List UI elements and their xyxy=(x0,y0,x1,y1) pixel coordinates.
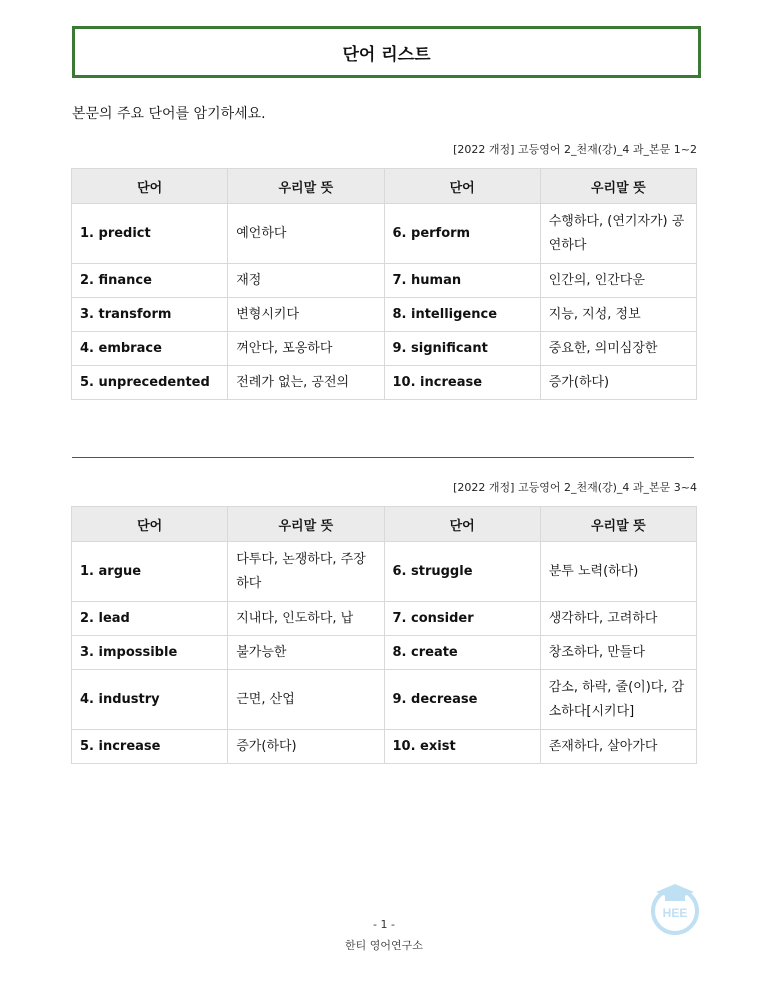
meaning-cell: 변형시키다 xyxy=(228,298,384,332)
word-cell: 1. predict xyxy=(72,204,228,264)
table-row xyxy=(72,298,697,332)
word-cell: 10. exist xyxy=(384,730,540,764)
meaning-cell: 생각하다, 고려하다 xyxy=(540,602,696,636)
header-meaning: 우리말 뜻 xyxy=(540,169,696,204)
meaning-cell: 수행하다, (연기자가) 공연하다 xyxy=(540,204,696,264)
meaning-cell: 재정 xyxy=(228,264,384,298)
meaning-cell: 근면, 산업 xyxy=(228,670,384,730)
table-header-row xyxy=(72,169,697,204)
meaning-cell: 창조하다, 만들다 xyxy=(540,636,696,670)
page-number: - 1 - xyxy=(373,918,395,931)
meaning-cell: 분투 노력(하다) xyxy=(540,542,696,602)
meaning-cell: 예언하다 xyxy=(228,204,384,264)
word-cell: 6. perform xyxy=(384,204,540,264)
meaning-cell: 지능, 지성, 정보 xyxy=(540,298,696,332)
meaning-cell: 불가능한 xyxy=(228,636,384,670)
header-meaning: 우리말 뜻 xyxy=(228,169,384,204)
table-row xyxy=(72,332,697,366)
header-word: 단어 xyxy=(72,507,228,542)
word-cell: 9. significant xyxy=(384,332,540,366)
logo-text: HEE xyxy=(662,906,688,920)
word-cell: 9. decrease xyxy=(384,670,540,730)
word-cell: 5. unprecedented xyxy=(72,366,228,400)
table-row xyxy=(72,204,697,264)
table-header-row xyxy=(72,507,697,542)
word-cell: 4. embrace xyxy=(72,332,228,366)
meaning-cell: 다투다, 논쟁하다, 주장하다 xyxy=(228,542,384,602)
header-word: 단어 xyxy=(384,169,540,204)
meaning-cell: 전례가 없는, 공전의 xyxy=(228,366,384,400)
word-cell: 4. industry xyxy=(72,670,228,730)
meaning-cell: 중요한, 의미심장한 xyxy=(540,332,696,366)
table-row xyxy=(72,636,697,670)
table-row xyxy=(72,264,697,298)
word-cell: 8. create xyxy=(384,636,540,670)
source-label-1: [2022 개정] 고등영어 2_천재(강)_4 과_본문 1~2 xyxy=(453,143,697,156)
word-cell: 5. increase xyxy=(72,730,228,764)
word-cell: 7. human xyxy=(384,264,540,298)
table-row xyxy=(72,602,697,636)
header-meaning: 우리말 뜻 xyxy=(228,507,384,542)
meaning-cell: 증가(하다) xyxy=(540,366,696,400)
instruction-text: 본문의 주요 단어를 암기하세요. xyxy=(72,106,266,122)
word-cell: 3. transform xyxy=(72,298,228,332)
source-label-2: [2022 개정] 고등영어 2_천재(강)_4 과_본문 3~4 xyxy=(453,481,697,494)
word-cell: 2. finance xyxy=(72,264,228,298)
section-divider xyxy=(72,457,694,458)
table-row xyxy=(72,542,697,602)
meaning-cell: 감소, 하락, 줄(이)다, 감소하다[시키다] xyxy=(540,670,696,730)
meaning-cell: 껴안다, 포옹하다 xyxy=(228,332,384,366)
footer-text: 한티 영어연구소 xyxy=(345,939,423,952)
header-meaning: 우리말 뜻 xyxy=(540,507,696,542)
header-word: 단어 xyxy=(72,169,228,204)
word-cell: 8. intelligence xyxy=(384,298,540,332)
page-title: 단어 리스트 xyxy=(72,26,701,78)
word-cell: 10. increase xyxy=(384,366,540,400)
meaning-cell: 증가(하다) xyxy=(228,730,384,764)
word-cell: 2. lead xyxy=(72,602,228,636)
table-row xyxy=(72,730,697,764)
meaning-cell: 존재하다, 살아가다 xyxy=(540,730,696,764)
meaning-cell: 지내다, 인도하다, 납 xyxy=(228,602,384,636)
table-row xyxy=(72,670,697,730)
meaning-cell: 인간의, 인간다운 xyxy=(540,264,696,298)
word-cell: 7. consider xyxy=(384,602,540,636)
word-cell: 1. argue xyxy=(72,542,228,602)
word-cell: 6. struggle xyxy=(384,542,540,602)
header-word: 단어 xyxy=(384,507,540,542)
vocab-table-2 xyxy=(71,506,697,764)
word-cell: 3. impossible xyxy=(72,636,228,670)
table-row xyxy=(72,366,697,400)
vocab-table-1 xyxy=(71,168,697,400)
